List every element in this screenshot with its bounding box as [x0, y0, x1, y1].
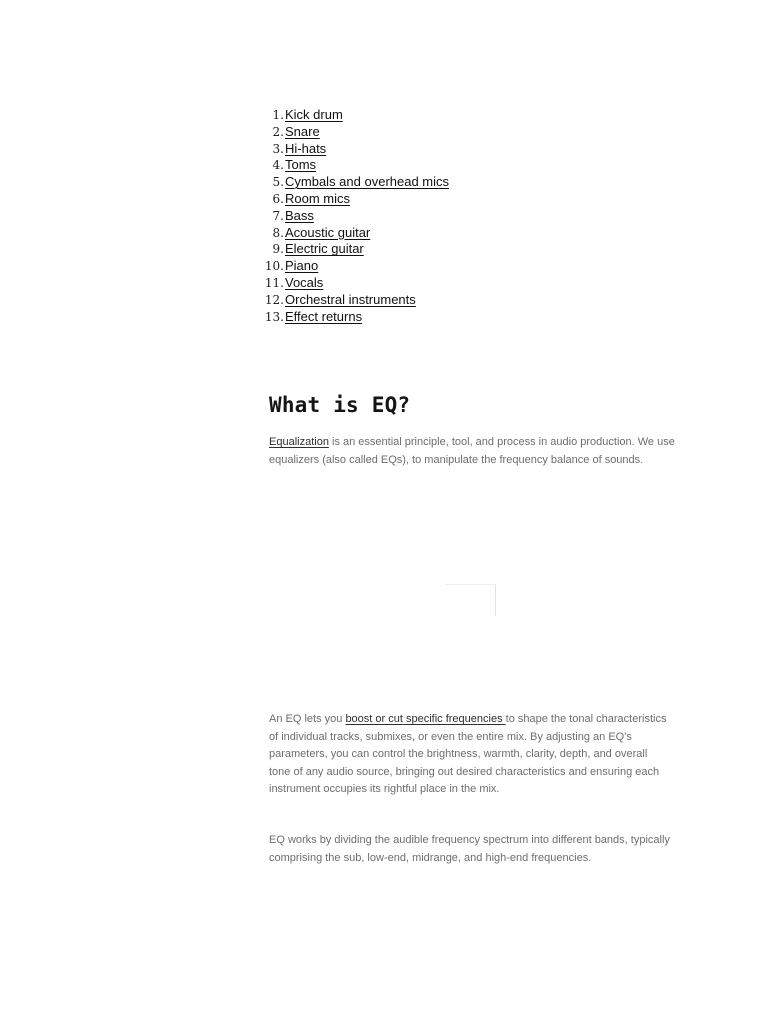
toc-item-number: 7. [272, 208, 284, 223]
toc-item-number: 11. [264, 275, 284, 290]
intro-paragraph [269, 434, 679, 469]
toc-item [264, 208, 449, 225]
toc-item-number: 13. [264, 309, 284, 324]
eq-explanation-text-start: An EQ lets you [269, 713, 346, 725]
eq-bands-paragraph: EQ works by dividing the audible frequency spectrum into different bands, typically comprising the sub, low-end, midrange, and high-end frequencies. [269, 834, 670, 864]
toc-item-number: 2. [272, 124, 284, 139]
toc-link-hi-hats[interactable]: Hi-hats [285, 140, 327, 156]
toc-item [264, 292, 449, 309]
toc-link-kick-drum[interactable]: Kick drum [285, 107, 343, 122]
toc-link-cymbals-overhead[interactable]: Cymbals and overhead mics [285, 174, 450, 190]
toc-link-electric-guitar[interactable]: Electric guitar [285, 241, 364, 257]
toc-item [264, 225, 449, 242]
toc-item [264, 275, 449, 292]
toc-item-number: 3. [272, 141, 284, 156]
toc-link-vocals[interactable]: Vocals [285, 274, 324, 290]
toc-item-number: 9. [272, 242, 284, 257]
equalization-link[interactable]: Equalization [269, 436, 329, 448]
toc-item [264, 107, 449, 124]
intro-text: is an essential principle, tool, and process in audio production. We use equalizers (also called EQs), to manipulate the frequency balance of sounds. [269, 436, 675, 466]
toc-link-orchestral-instruments[interactable]: Orchestral instruments [285, 291, 416, 307]
toc-item [264, 241, 449, 258]
section-heading: What is EQ? [269, 393, 411, 417]
toc-link-toms[interactable]: Toms [285, 157, 317, 173]
toc-item [264, 258, 449, 275]
toc-item-number: 5. [272, 175, 284, 190]
eq-explanation-paragraph [269, 711, 669, 799]
toc-item-number: 10. [264, 259, 284, 274]
eq-explanation-text-end: to shape the tonal characteristics of individual tracks, submixes, or even the entire mix. By adjusting an EQ's parameters, you can control the brightness, warmth, clarity, depth, and overall tone of any audio source, bringing out desired characteristics and ensuring each instrument occupies its rightful place in the mix. [269, 713, 667, 796]
toc-link-room-mics[interactable]: Room mics [285, 190, 351, 206]
toc-item-number: 6. [272, 191, 284, 206]
toc-item-number: 8. [272, 225, 284, 240]
embedded-media-placeholder [445, 584, 496, 616]
table-of-contents [264, 107, 449, 325]
toc-item-number: 4. [272, 158, 284, 173]
boost-cut-frequencies-link[interactable]: boost or cut specific frequencies [345, 713, 506, 725]
toc-item [264, 174, 449, 191]
toc-item [264, 157, 449, 174]
toc-item [264, 309, 449, 326]
toc-link-piano[interactable]: Piano [285, 258, 319, 274]
toc-item-number: 1. [272, 108, 284, 122]
toc-link-snare[interactable]: Snare [285, 123, 320, 139]
toc-item [264, 141, 449, 158]
toc-item [264, 124, 449, 141]
toc-link-bass[interactable]: Bass [285, 207, 314, 223]
toc-link-effect-returns[interactable]: Effect returns [285, 308, 363, 324]
toc-link-acoustic-guitar[interactable]: Acoustic guitar [285, 224, 371, 240]
toc-item-number: 12. [264, 292, 284, 307]
toc-item [264, 191, 449, 208]
